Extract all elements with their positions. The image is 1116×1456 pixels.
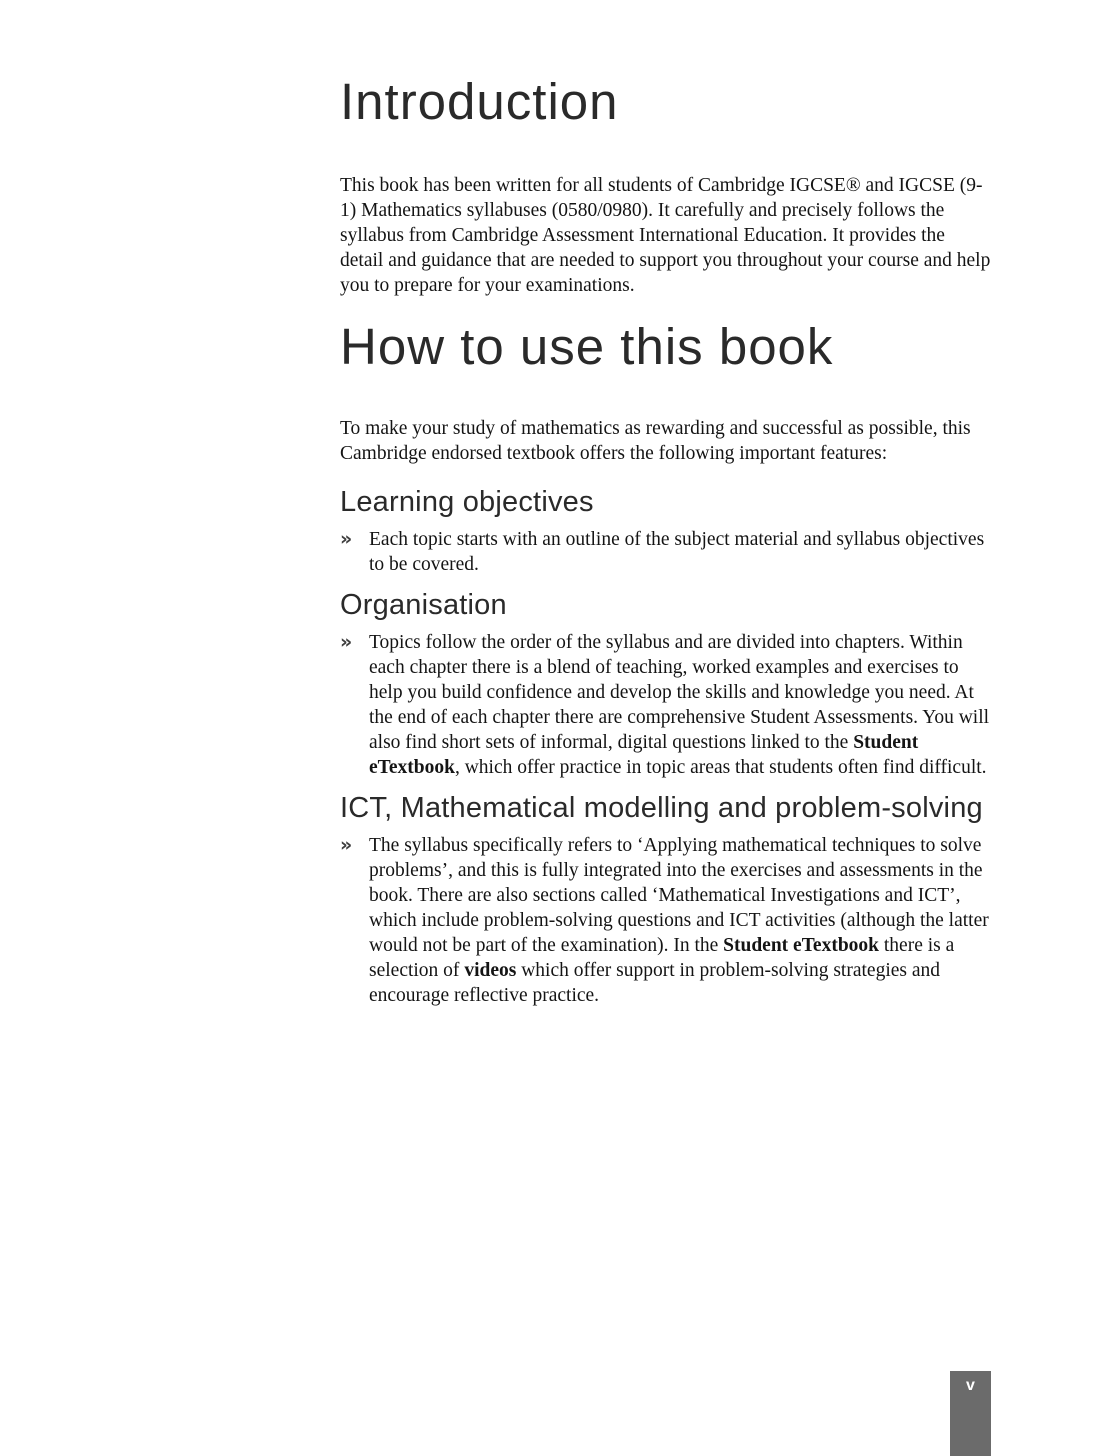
- page-number-tab: [950, 1371, 991, 1456]
- intro-paragraph: This book has been written for all students of Cambridge IGCSE® and IGCSE (9-1) Mathematics syllabuses (0580/0980). It carefully and precisely follows the syllabus from Cambridge Assessment International Education. It provides the detail and guidance that are needed to support you throughout your course and help you to prepare for your examinations.: [340, 175, 991, 296]
- how-to-use-title: How to use this book: [340, 318, 834, 375]
- page-content: [340, 73, 992, 1008]
- chevron-bullet-icon: »: [340, 528, 353, 550]
- bullet-item: [340, 630, 992, 780]
- page-number: v: [966, 1377, 975, 1394]
- bullet-item: [340, 527, 992, 577]
- bullet-item: [340, 833, 992, 1008]
- intro-title: Introduction: [340, 73, 619, 130]
- chevron-bullet-icon: »: [340, 834, 353, 856]
- section-heading-learning-objectives: Learning objectives: [340, 486, 594, 518]
- bullet-text: Each topic starts with an outline of the subject material and syllabus objectives to be covered.: [369, 529, 985, 575]
- bullet-text: Topics follow the order of the syllabus and are divided into chapters. Within each chapter there is a blend of teaching, worked examples and exercises to help you build confidence and develop the skills and knowledge you need. At the end of each chapter there are comprehensive Student Assessments. You will also find short sets of informal, digital questions linked to the Student eTextbook, which offer practice in topic areas that students often find difficult.: [369, 632, 990, 778]
- how-to-use-paragraph: To make your study of mathematics as rewarding and successful as possible, this Cambridge endorsed textbook offers the following important features:: [340, 418, 971, 464]
- chevron-bullet-icon: »: [340, 631, 353, 653]
- bullet-text: The syllabus specifically refers to ‘Applying mathematical techniques to solve problems’, and this is fully integrated into the exercises and assessments in the book. There are also sections called ‘Mathematical Investigations and ICT’, which include problem-solving questions and ICT activities (although the latter would not be part of the examination). In the Student eTextbook there is a selection of videos which offer support in problem-solving strategies and encourage reflective practice.: [369, 835, 989, 1006]
- section-heading-ict-modelling-problem-solving: ICT, Mathematical modelling and problem-solving: [340, 792, 983, 824]
- section-heading-organisation: Organisation: [340, 589, 507, 621]
